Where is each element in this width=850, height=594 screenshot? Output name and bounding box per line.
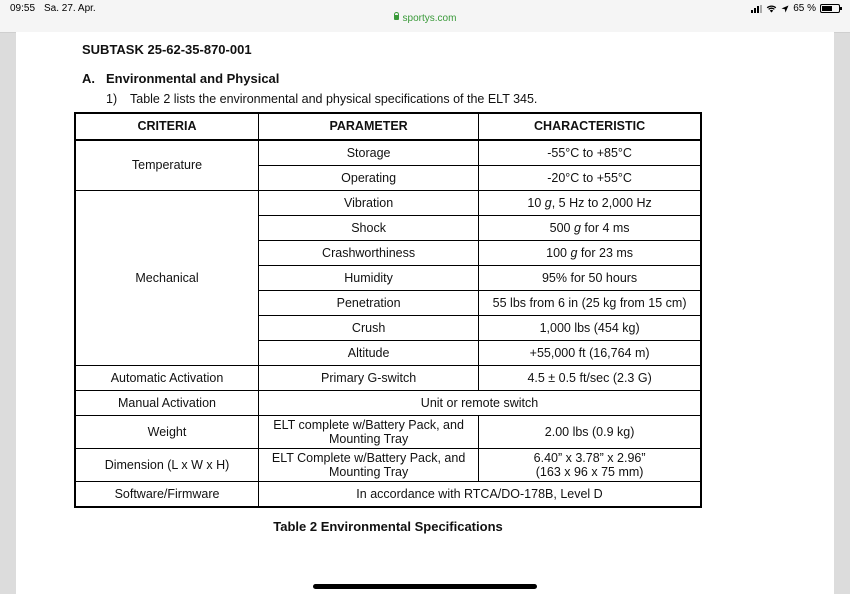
characteristic-cell: 500 g for 4 ms [479, 216, 701, 241]
dimension-mm: (163 x 96 x 75 mm) [535, 465, 644, 479]
characteristic-cell: 4.5 ± 0.5 ft/sec (2.3 G) [479, 366, 701, 391]
header-characteristic: CHARACTERISTIC [479, 113, 701, 140]
wifi-icon [766, 5, 777, 13]
parameter-cell: Storage [259, 140, 479, 166]
section-title: Environmental and Physical [106, 71, 280, 86]
parameter-cell: Altitude [259, 341, 479, 366]
characteristic-cell: 95% for 50 hours [479, 266, 701, 291]
location-arrow-icon [781, 5, 789, 13]
criteria-cell: Temperature [75, 140, 259, 191]
characteristic-cell: 1,000 lbs (454 kg) [479, 316, 701, 341]
table-row [75, 191, 701, 216]
table-header-row [75, 113, 701, 140]
table-row [75, 449, 701, 482]
section-letter: A. [82, 71, 95, 86]
parameter-cell: Crush [259, 316, 479, 341]
spec-table [74, 112, 702, 508]
table-row [75, 366, 701, 391]
characteristic-cell: 55 lbs from 6 in (25 kg from 15 cm) [479, 291, 701, 316]
url-bar[interactable] [0, 13, 850, 24]
header-criteria: CRITERIA [75, 113, 259, 140]
battery-icon [820, 4, 840, 13]
table-row [75, 140, 701, 166]
document-page [16, 32, 834, 594]
lock-icon [394, 15, 399, 20]
status-date: Sa. 27. Apr. [44, 3, 96, 14]
parameter-cell: Crashworthiness [259, 241, 479, 266]
parameter-cell: Operating [259, 166, 479, 191]
parameter-cell: Vibration [259, 191, 479, 216]
status-indicators [751, 3, 840, 14]
signal-icon [751, 5, 762, 13]
criteria-cell: Mechanical [75, 191, 259, 366]
criteria-cell: Manual Activation [75, 391, 259, 416]
criteria-cell: Weight [75, 416, 259, 449]
merged-value-cell: In accordance with RTCA/DO-178B, Level D [259, 482, 701, 508]
subtask-heading: SUBTASK 25-62-35-870-001 [82, 42, 252, 57]
criteria-cell: Automatic Activation [75, 366, 259, 391]
intro-number: 1) [106, 92, 118, 106]
parameter-cell: Humidity [259, 266, 479, 291]
characteristic-cell: 2.00 lbs (0.9 kg) [479, 416, 701, 449]
table-caption: Table 2 Environmental Specifications [273, 519, 503, 534]
criteria-cell: Software/Firmware [75, 482, 259, 508]
header-parameter: PARAMETER [259, 113, 479, 140]
home-indicator[interactable] [313, 584, 537, 589]
parameter-cell: Shock [259, 216, 479, 241]
parameter-cell: ELT complete w/Battery Pack, and Mounting Tray [259, 416, 479, 449]
table-row [75, 482, 701, 508]
battery-percent: 65 % [793, 3, 816, 14]
characteristic-cell: -55°C to +85°C [479, 140, 701, 166]
status-time: 09:55 [10, 3, 36, 14]
parameter-cell: Primary G-switch [259, 366, 479, 391]
characteristic-cell: 100 g for 23 ms [479, 241, 701, 266]
table-row [75, 416, 701, 449]
status-bar [0, 0, 850, 33]
characteristic-cell: -20°C to +55°C [479, 166, 701, 191]
criteria-cell: Dimension (L x W x H) [75, 449, 259, 482]
dimension-inches: 6.40” x 3.78” x 2.96” [533, 451, 646, 465]
url-text: sportys.com [402, 13, 457, 24]
parameter-cell: ELT Complete w/Battery Pack, and Mounting Tray [259, 449, 479, 482]
merged-value-cell: Unit or remote switch [259, 391, 701, 416]
characteristic-cell: +55,000 ft (16,764 m) [479, 341, 701, 366]
intro-text: Table 2 lists the environmental and physical specifications of the ELT 345. [130, 92, 538, 106]
characteristic-cell [479, 449, 701, 482]
table-row [75, 391, 701, 416]
section-heading [82, 71, 279, 86]
battery-fill [822, 6, 832, 11]
intro-paragraph [106, 92, 537, 106]
characteristic-cell: 10 g, 5 Hz to 2,000 Hz [479, 191, 701, 216]
parameter-cell: Penetration [259, 291, 479, 316]
